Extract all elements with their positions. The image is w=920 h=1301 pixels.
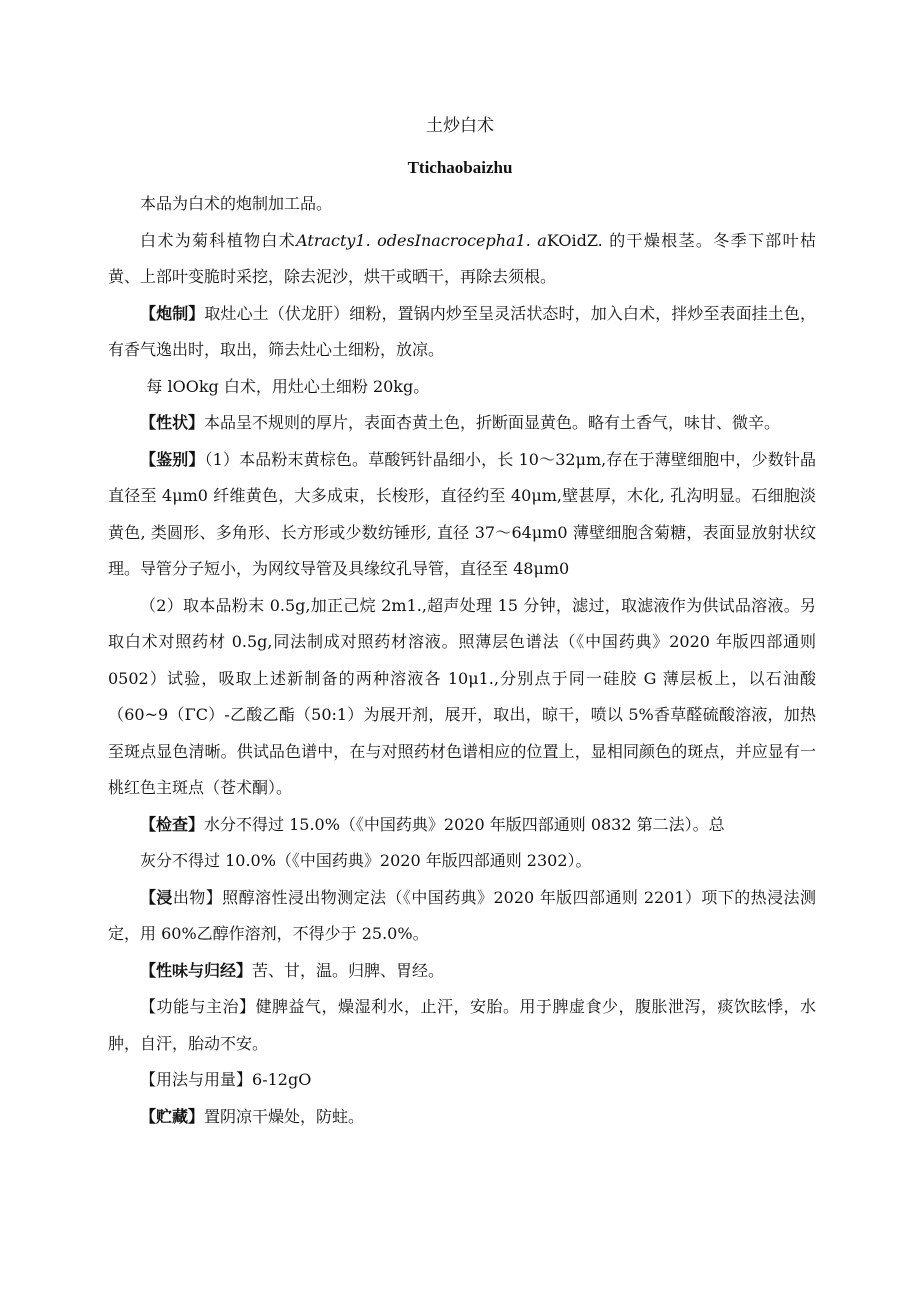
- source-text-a: 白术为菊科植物白术: [140, 230, 297, 250]
- character-paragraph: [108, 405, 816, 442]
- extract-paragraph: [108, 880, 816, 953]
- extract-heading-rest: 出物】: [172, 887, 223, 907]
- source-paragraph: [108, 223, 816, 296]
- latin-name: Atracty1. odesInacrocepha1. a: [296, 230, 547, 250]
- storage-heading: 【贮藏】: [140, 1106, 205, 1126]
- storage-text: 置阴凉干燥处，防蛀。: [204, 1106, 365, 1126]
- ratio-text: 每 lOOkg 白术，用灶心土细粉 20kg。: [146, 376, 430, 396]
- nature-paragraph: [108, 953, 816, 990]
- identification-heading: 【鉴别】: [140, 449, 205, 469]
- storage-paragraph: [108, 1099, 816, 1136]
- usage-heading: 【用法与用量】: [140, 1070, 253, 1089]
- character-heading: 【性状】: [140, 413, 205, 432]
- document-body: [108, 186, 816, 1135]
- nature-text: 苦、甘，温。归脾、胃经。: [252, 960, 445, 980]
- intro-text: 本品为白术的炮制加工品。: [140, 194, 333, 213]
- ratio-paragraph: [108, 369, 816, 406]
- identification-text: （1）本品粉末黄棕色。草酸钙针晶细小，长 10～32μm,存在于薄壁细胞中，少数针晶直径至 4μm0 纤维黄色，大多成束，长梭形，直径约至 40μm,壁甚厚，木化, 孔沟明显。石细胞淡黄色, 类圆形、多角形、长方形或少数纺锤形, 直径 37～64μm0 薄壁细胞含菊糖，表面显放射状纹理。导管分子短小，为网纹导管及具缘纹孔导管，直径至 48μm0: [108, 449, 816, 578]
- inspection-text-b: 灰分不得过 10.0%（《中国药典》2020 年版四部通则 2302）。: [140, 851, 592, 870]
- inspection-heading: 【检查】: [140, 814, 205, 834]
- character-text: 本品呈不规则的厚片，表面杏黄土色，折断面显黄色。略有土香气，味甘、微辛。: [204, 413, 781, 432]
- function-heading: 【功能与主治】: [140, 997, 256, 1016]
- nature-heading-rest: 味与归经】: [172, 960, 253, 980]
- function-text: 健脾益气，燥湿利水，止汗，安胎。用于脾虚食少，腹胀泄泻，痰饮眩悸，水肿，自汗，胎动不安。: [108, 997, 816, 1053]
- usage-paragraph: [108, 1062, 816, 1099]
- tlc-paragraph: [108, 588, 816, 807]
- tlc-text: （2）取本品粉末 0.5g,加正己烷 2m1.,超声处理 15 分钟，滤过，取滤液作为供试品溶液。另取白术对照药材 0.5g,同法制成对照药材溶液。照薄层色谱法（《中国药典》2020 年版四部通则 0502）试验，吸取上述新制备的两种溶液各 10μ1.,分别点于同一硅胶 G 薄层板上，以石油酸（60~9（ΓC）-乙酸乙酯（50:1）为展开剂，展开，取出，晾干，喷以 5%香草醛硫酸溶液，加热至斑点显色清晰。供试品色谱中，在与对照药材色谱相应的位置上，显相同颜色的斑点，并应显有一桃红色主斑点（苍术酮）。: [108, 595, 816, 797]
- extract-heading: 【浸: [140, 887, 173, 907]
- function-paragraph: [108, 989, 816, 1062]
- inspection-paragraph-cont: [108, 843, 816, 880]
- processing-text: 取灶心土（伏龙肝）细粉，置锅内炒至呈灵活状态时，加入白术，拌炒至表面挂土色，有香气逸出时，取出，筛去灶心土细粉，放凉。: [108, 303, 816, 359]
- nature-heading: 【性: [140, 960, 173, 980]
- document-subtitle: Ttichaobaizhu: [407, 158, 513, 177]
- extract-text: 照醇溶性浸出物测定法（《中国药典》2020 年版四部通则 2201）项下的热浸法测定，用 60%乙醇作溶剂，不得少于 25.0%。: [108, 887, 816, 943]
- processing-paragraph: [108, 296, 816, 369]
- usage-text: 6-12gO: [252, 1070, 312, 1089]
- document-title: 土炒白术: [426, 116, 494, 136]
- intro-paragraph: [108, 186, 816, 223]
- inspection-text-a: 水分不得过 15.0%（《中国药典》2020 年版四部通则 0832 第二法）。总: [204, 814, 725, 834]
- identification-paragraph: [108, 442, 816, 588]
- inspection-paragraph: [108, 807, 816, 844]
- processing-heading: 【炮制】: [140, 303, 205, 323]
- source-text-b: KOidZ. 的干燥根茎。冬季下部叶枯黄、上部叶变脆时采挖，除去泥沙，烘干或晒干，再除去须根。: [108, 230, 816, 286]
